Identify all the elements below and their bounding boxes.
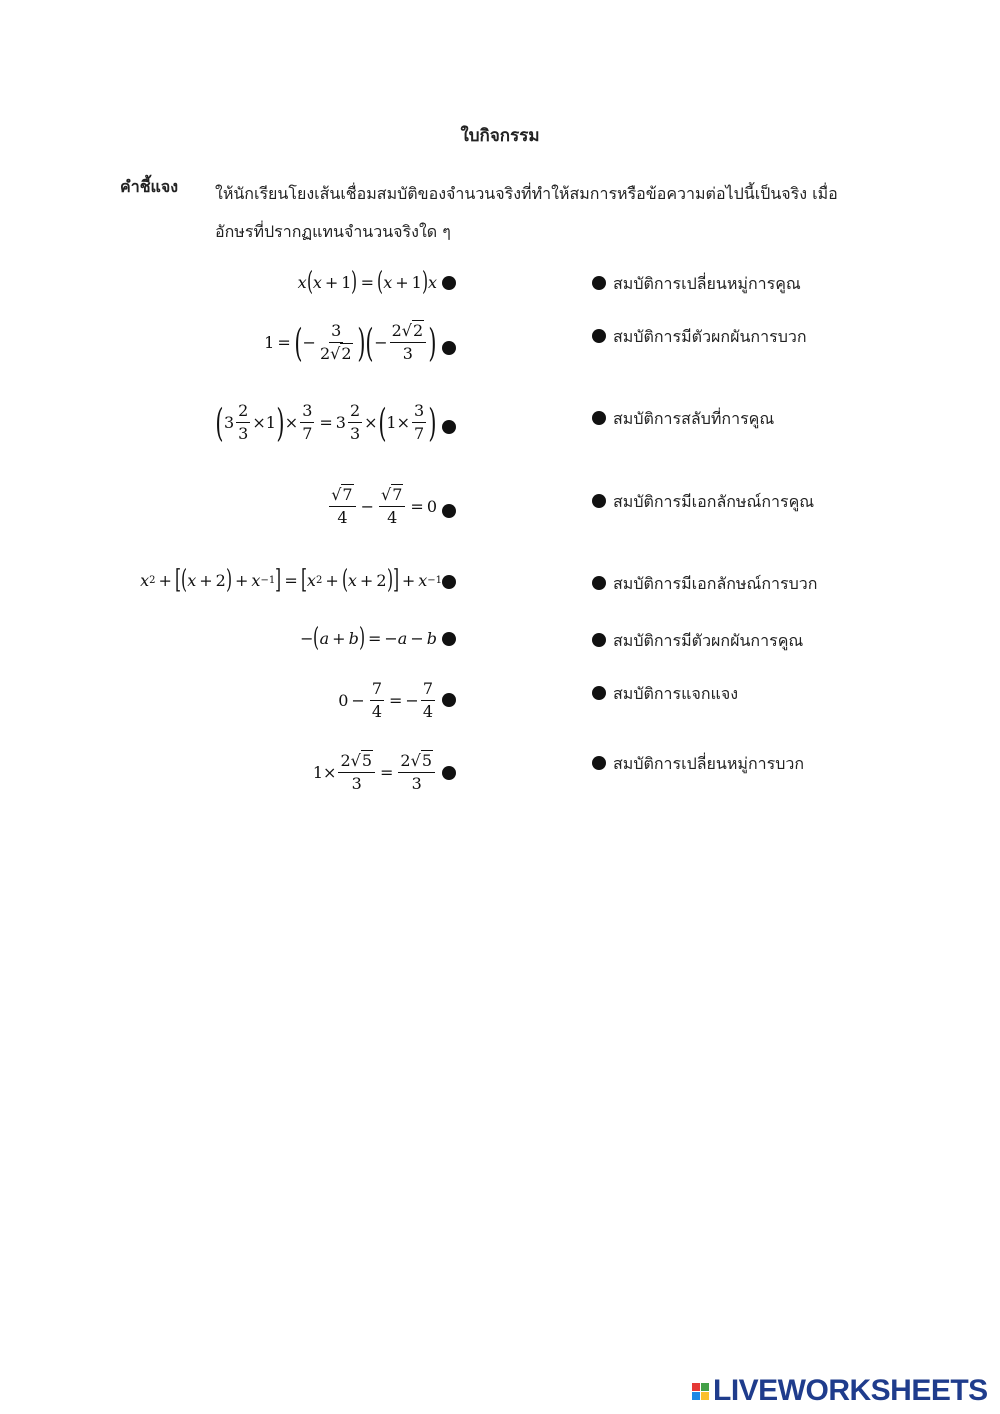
logo-tile-blue: [692, 1392, 700, 1400]
property-label-7: สมบัติการแจกแจง: [613, 684, 738, 703]
logo-text: LIVEWORKSHEETS: [713, 1374, 988, 1407]
equation-6: − ( a + b ) = − a − b: [300, 623, 437, 653]
left-connector-dot-6[interactable]: [442, 632, 456, 646]
left-connector-dot-2[interactable]: [442, 341, 456, 355]
instruction-label: คำชี้แจง: [120, 177, 179, 196]
property-label-1: สมบัติการเปลี่ยนหมู่การคูณ: [613, 274, 801, 293]
right-connector-dot-4[interactable]: [592, 494, 606, 508]
logo-tiles-icon: [692, 1383, 709, 1400]
right-connector-dot-1[interactable]: [592, 276, 606, 290]
right-connector-dot-7[interactable]: [592, 686, 606, 700]
property-label-6: สมบัติการมีตัวผกผันการคูณ: [613, 631, 804, 650]
property-label-5: สมบัติการมีเอกลักษณ์การบวก: [613, 574, 818, 593]
right-connector-dot-5[interactable]: [592, 576, 606, 590]
logo-tile-green: [701, 1383, 709, 1391]
equation-8: 1× $\frac{2√5}{3}$ = $\frac{2√5}{3}$: [313, 752, 437, 793]
property-label-3: สมบัติการสลับที่การคูณ: [613, 409, 775, 428]
instruction-line-1: ให้นักเรียนโยงเส้นเชื่อมสมบัติของจำนวนจริงที่ทำให้สมการหรือข้อความต่อไปนี้เป็นจริง เมื่อ: [215, 184, 838, 203]
property-label-2: สมบัติการมีตัวผกผันการบวก: [613, 327, 807, 346]
equation-2: 1 = ( − 3 2√2 ) ( − 2√2 3 ): [264, 320, 437, 365]
right-connector-dot-2[interactable]: [592, 329, 606, 343]
equation-3: ( 3 2 3 ×1 ) × $\frac{3}{7}$ = 3 $\frac{2}{3}$ × ( 1× 3 7 ): [215, 400, 437, 445]
instruction-line-2: อักษรที่ปรากฏแทนจำนวนจริงใด ๆ: [215, 222, 451, 241]
left-connector-dot-3[interactable]: [442, 420, 456, 434]
left-connector-dot-7[interactable]: [442, 693, 456, 707]
page-title: ใบกิจกรรม: [460, 126, 540, 146]
logo-tile-red: [692, 1383, 700, 1391]
equation-1: x ( x + 1 ) = ( x + 1 ) x: [297, 267, 437, 297]
instruction-text: [215, 175, 865, 251]
left-connector-dot-4[interactable]: [442, 504, 456, 518]
right-connector-dot-8[interactable]: [592, 756, 606, 770]
equation-7: 0 − $\frac{7}{4}$ = − $\frac{7}{4}$: [338, 679, 433, 721]
left-connector-dot-1[interactable]: [442, 276, 456, 290]
right-connector-dot-6[interactable]: [592, 633, 606, 647]
equation-4: √7 4 − $\frac{√7}{4}$ = 0: [331, 485, 437, 527]
right-connector-dot-3[interactable]: [592, 411, 606, 425]
left-connector-dot-5[interactable]: [442, 575, 456, 589]
left-connector-dot-8[interactable]: [442, 766, 456, 780]
property-label-4: สมบัติการมีเอกลักษณ์การคูณ: [613, 492, 815, 511]
equation-5: x 2 + [ ( x + 2 ) + x −1 ] = [ x 2 + ( x + 2 ) ] + x −1: [140, 565, 442, 595]
logo-tile-yellow: [701, 1392, 709, 1400]
liveworksheets-logo: [692, 1374, 988, 1408]
property-label-8: สมบัติการเปลี่ยนหมู่การบวก: [613, 754, 805, 773]
